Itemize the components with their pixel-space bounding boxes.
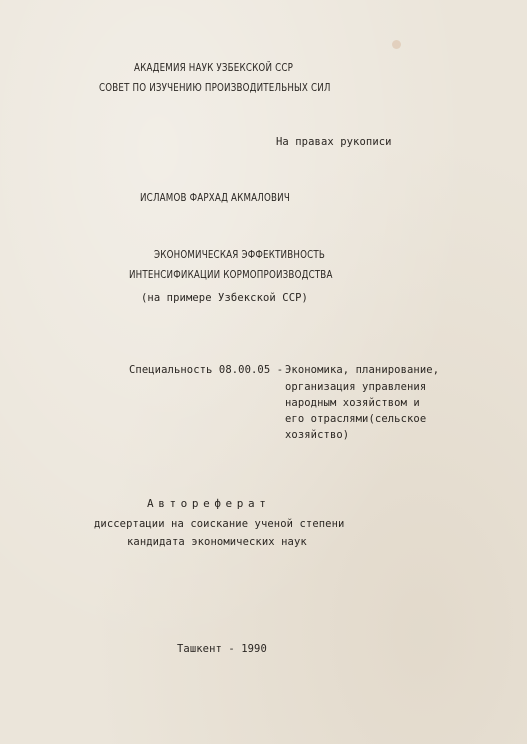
specialty-label: Специальность 08.00.05 - (129, 364, 284, 376)
specialty-line-5: хозяйство) (285, 429, 350, 441)
paper-stain (392, 40, 401, 49)
specialty-line-3: народным хозяйством и (285, 397, 420, 409)
rights-note: На правах рукописи (276, 136, 392, 148)
council-name: СОВЕТ ПО ИЗУЧЕНИЮ ПРОИЗВОДИТЕЛЬНЫХ СИЛ (99, 82, 331, 94)
title-subtitle: (на примере Узбекской ССР) (141, 292, 308, 304)
specialty-line-4: его отраслями(сельское (285, 413, 427, 425)
specialty-line-2: организация управления (285, 381, 427, 393)
academy-name: АКАДЕМИЯ НАУК УЗБЕКСКОЙ ССР (134, 62, 294, 74)
abstract-line-1: диссертации на соискание ученой степени (94, 518, 345, 530)
specialty-line-1: Экономика, планирование, (285, 364, 440, 376)
place-year: Ташкент - 1990 (177, 643, 267, 655)
title-line-1: ЭКОНОМИЧЕСКАЯ ЭФФЕКТИВНОСТЬ (154, 249, 326, 261)
abstract-heading: Автореферат (147, 497, 271, 510)
abstract-line-2: кандидата экономических наук (127, 536, 307, 548)
author-name: ИСЛАМОВ ФАРХАД АКМАЛОВИЧ (140, 192, 291, 204)
title-line-2: ИНТЕНСИФИКАЦИИ КОРМОПРОИЗВОДСТВА (129, 269, 333, 281)
